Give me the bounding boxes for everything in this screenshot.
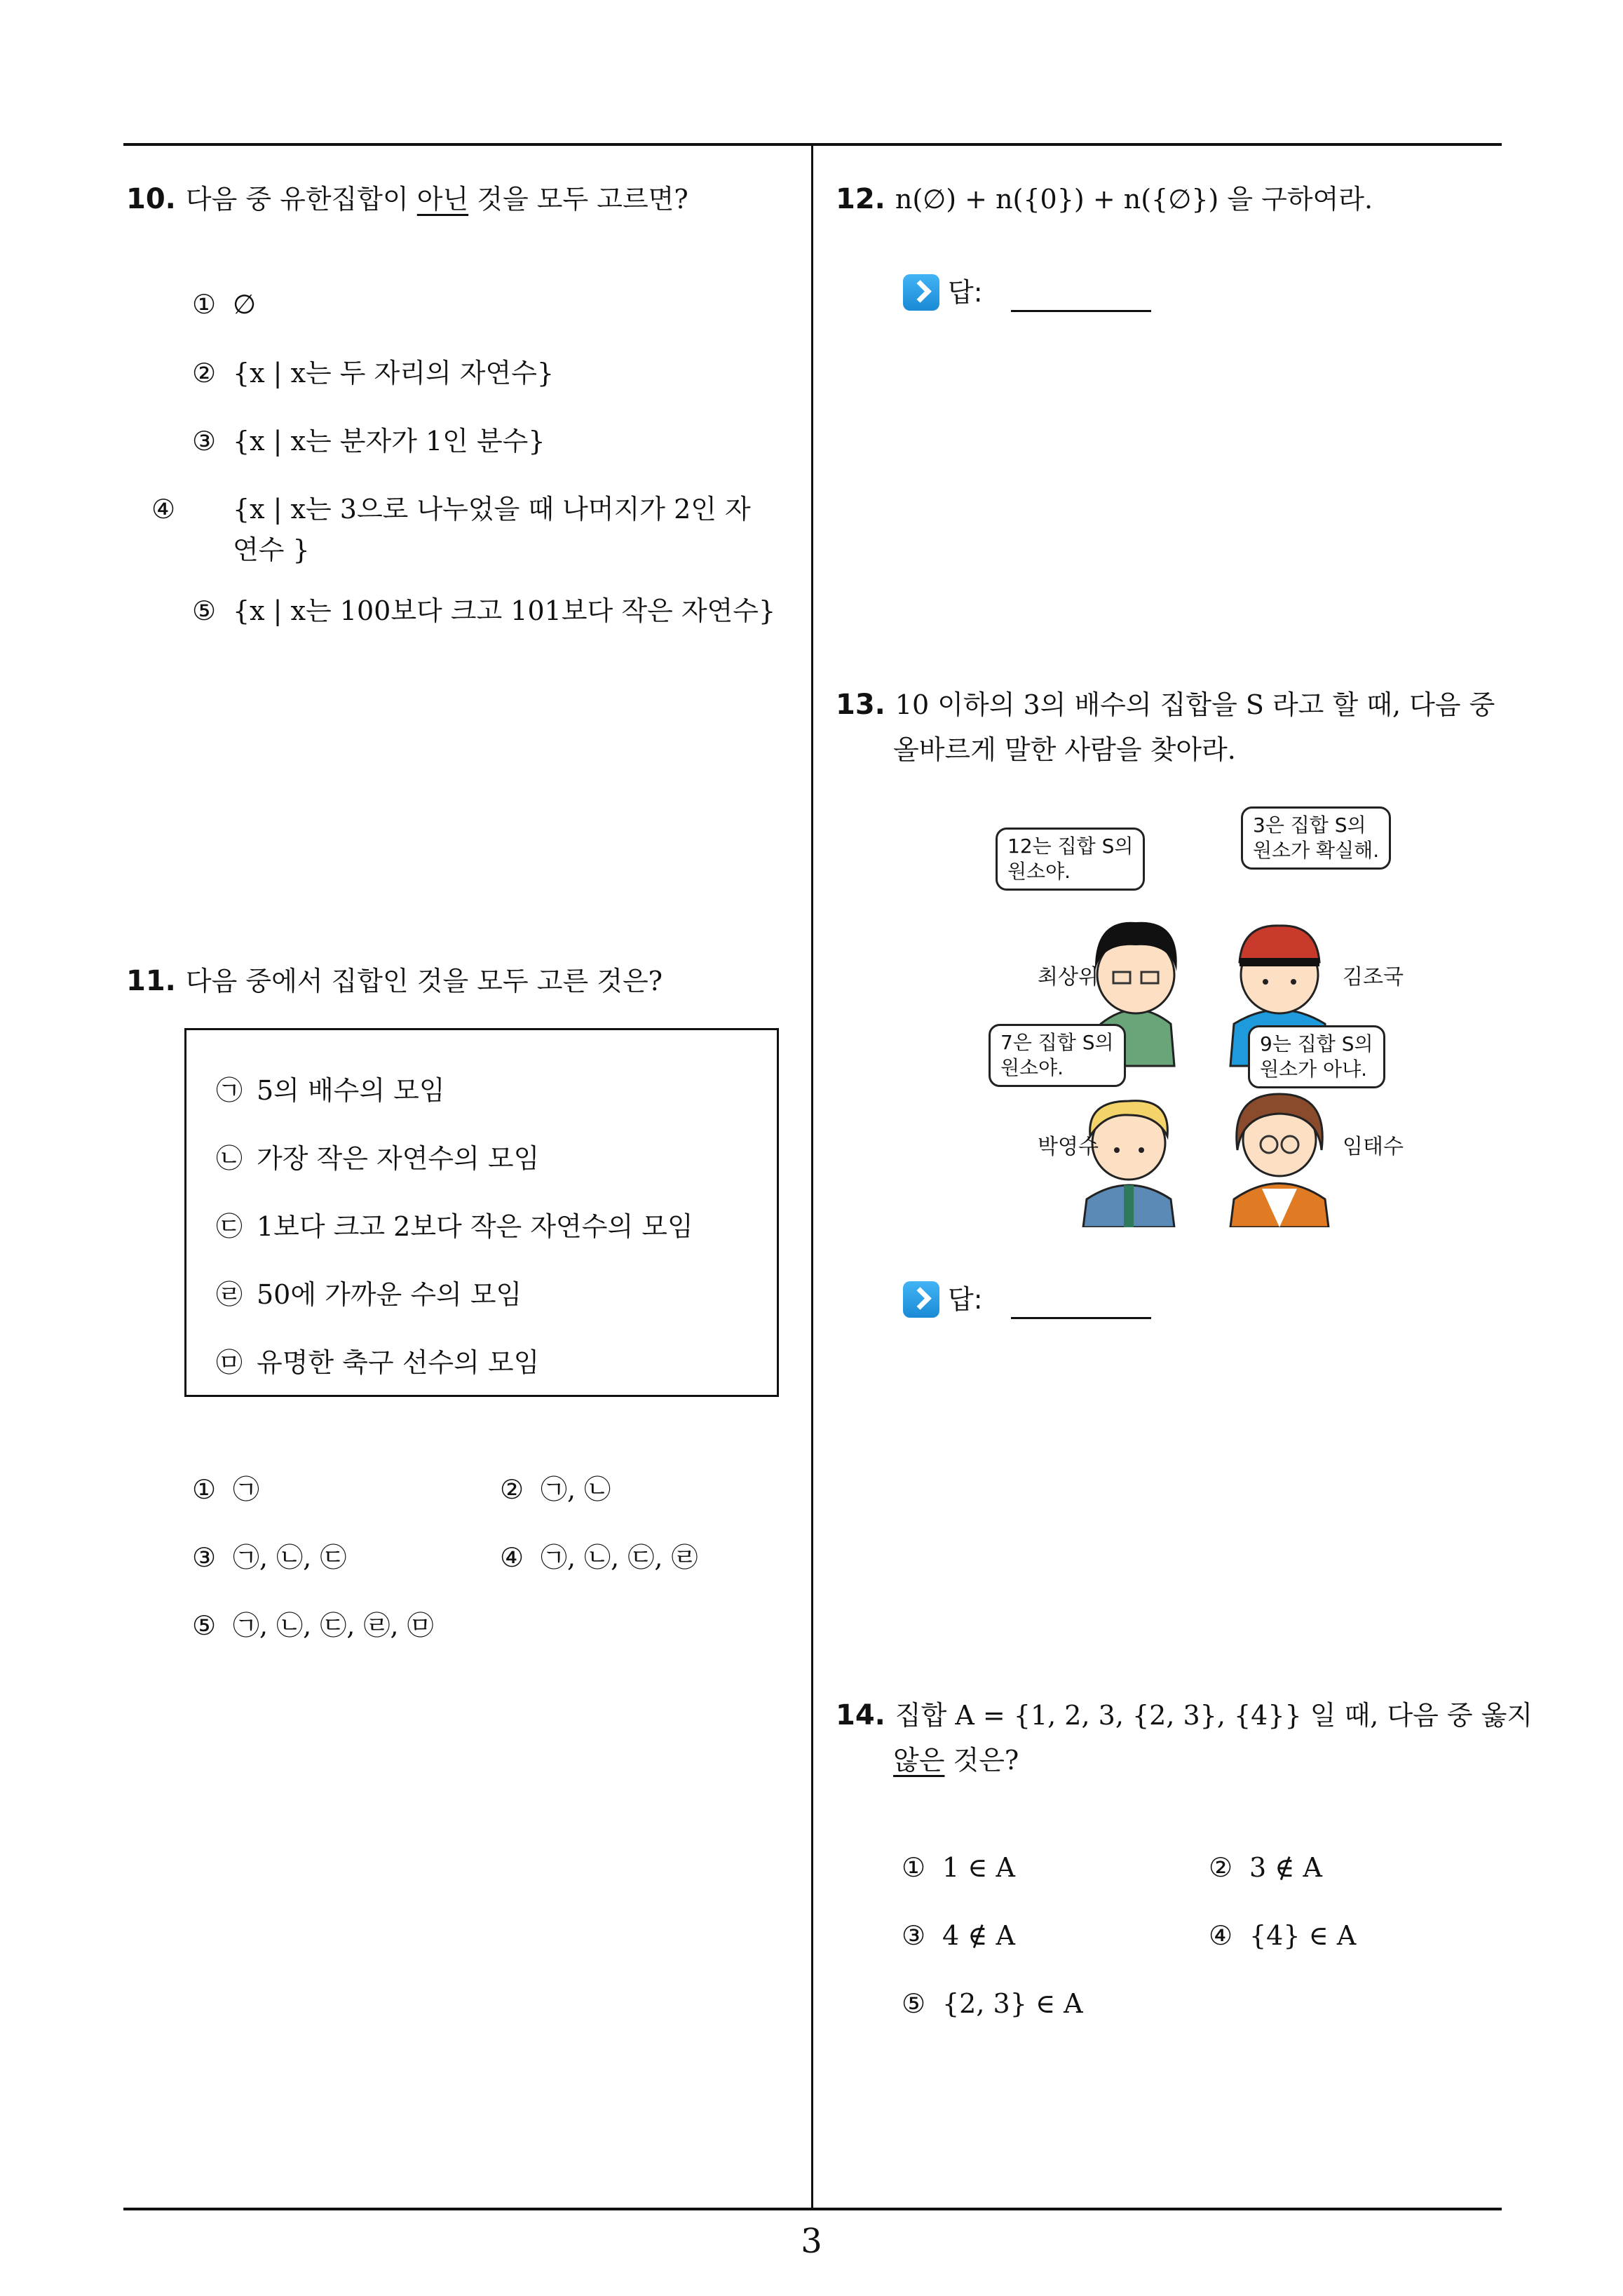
chevron-right-icon xyxy=(903,274,939,311)
q10-option-4[interactable]: ④ {x | x는 3으로 나누었을 때 나머지가 2인 자연수 } xyxy=(151,494,751,565)
question-13: 13. 10 이하의 3의 배수의 집합을 S 라고 할 때, 다음 중 올바르게 말한 사람을 찾아라. xyxy=(836,689,1495,765)
q13-answer[interactable]: 답: xyxy=(903,1278,1151,1319)
q11-option-1[interactable]: ① ㉠ xyxy=(192,1474,260,1505)
chevron-right-icon xyxy=(903,1281,939,1318)
q10-option-5[interactable]: ⑤ {x | x는 100보다 크고 101보다 작은 자연수} xyxy=(192,595,776,626)
answer-blank[interactable] xyxy=(1011,282,1151,312)
q12-answer[interactable]: 답: xyxy=(903,271,1151,312)
q11-box-item: ㉢ 1보다 크고 2보다 작은 자연수의 모임 xyxy=(216,1211,693,1242)
speech-bubble: 7은 집합 S의 원소야. xyxy=(989,1024,1126,1087)
question-14: 14. 집합 A = {1, 2, 3, {2, 3}, {4}} 일 때, 다음 중 옳지 않은 것은? xyxy=(836,1699,1533,1776)
q11-option-4[interactable]: ④ ㉠, ㉡, ㉢, ㉣ xyxy=(500,1542,698,1573)
q14-option-3[interactable]: ③ 4 ∉ A xyxy=(902,1920,1015,1951)
question-number: 13. xyxy=(836,689,885,721)
question-number: 14. xyxy=(836,1699,885,1731)
question-10: 10. 다음 중 유한집합이 아닌 것을 모두 고르면? xyxy=(126,183,688,215)
speaker-name: 최상위 xyxy=(1038,965,1099,990)
speech-bubble: 12는 집합 S의 원소야. xyxy=(996,828,1145,891)
q11-item-box xyxy=(184,1028,779,1397)
speech-bubble: 3은 집합 S의 원소가 확실해. xyxy=(1241,806,1391,870)
q14-option-2[interactable]: ② 3 ∉ A xyxy=(1209,1852,1322,1883)
character-park xyxy=(1083,1101,1174,1227)
question-number: 12. xyxy=(836,183,885,215)
q10-option-2[interactable]: ② {x | x는 두 자리의 자연수} xyxy=(192,358,555,389)
q14-option-4[interactable]: ④ {4} ∈ A xyxy=(1209,1920,1357,1951)
q11-option-5[interactable]: ⑤ ㉠, ㉡, ㉢, ㉣, ㉤ xyxy=(192,1610,434,1641)
character-lim xyxy=(1230,1094,1329,1227)
question-number: 10. xyxy=(126,183,176,215)
q11-box-item: ㉣ 50에 가까운 수의 모임 xyxy=(216,1279,522,1310)
bottom-rule xyxy=(123,2208,1502,2210)
q11-box-item: ㉠ 5의 배수의 모임 xyxy=(216,1075,445,1106)
q11-option-3[interactable]: ③ ㉠, ㉡, ㉢ xyxy=(192,1542,347,1573)
question-12: 12. n(∅) + n({0}) + n({∅}) 을 구하여라. xyxy=(836,183,1373,215)
speakers-illustration xyxy=(982,806,1416,1227)
q11-option-2[interactable]: ② ㉠, ㉡ xyxy=(500,1474,611,1505)
q11-box-item: ㉤ 유명한 축구 선수의 모임 xyxy=(216,1347,540,1378)
answer-blank[interactable] xyxy=(1011,1289,1151,1319)
speaker-name: 박영수 xyxy=(1038,1135,1099,1159)
question-11: 11. 다음 중에서 집합인 것을 모두 고른 것은? xyxy=(126,965,663,997)
q10-option-1[interactable]: ① ∅ xyxy=(192,289,257,320)
column-divider xyxy=(811,143,813,2209)
q10-option-3[interactable]: ③ {x | x는 분자가 1인 분수} xyxy=(192,426,545,457)
question-number: 11. xyxy=(126,965,176,997)
q11-box-item: ㉡ 가장 작은 자연수의 모임 xyxy=(216,1143,540,1174)
speaker-name: 김조국 xyxy=(1343,965,1404,990)
q14-option-5[interactable]: ⑤ {2, 3} ∈ A xyxy=(902,1988,1083,2019)
speech-bubble: 9는 집합 S의 원소가 아냐. xyxy=(1248,1025,1385,1088)
speaker-name: 임태수 xyxy=(1343,1135,1404,1159)
page-number: 3 xyxy=(801,2222,822,2261)
q14-option-1[interactable]: ① 1 ∈ A xyxy=(902,1852,1015,1883)
